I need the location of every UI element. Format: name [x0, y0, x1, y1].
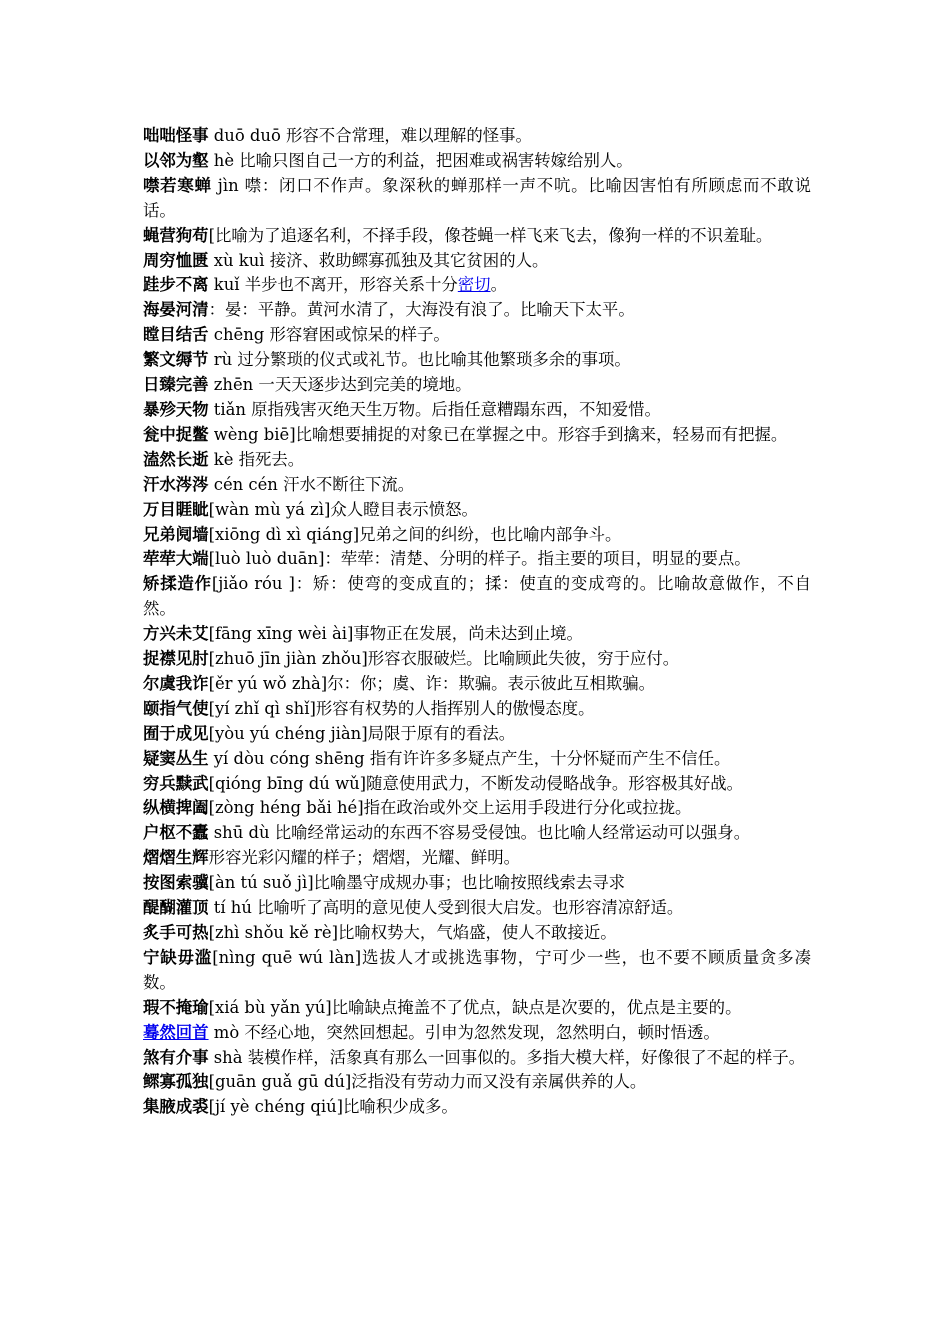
idiom-term: 咄咄怪事: [143, 126, 209, 145]
idiom-definition: wèng biē]比喻想要捕捉的对象已在掌握之中。形容手到擒来，轻易而有把握。: [208, 424, 788, 444]
idiom-term: 按图索骥: [143, 873, 209, 893]
idiom-definition: kè 指死去。: [208, 449, 305, 469]
idiom-definition: [fāng xīng wèi ài]事物正在发展，尚未达到止境。: [208, 624, 583, 644]
idiom-definition: [yòu yú chéng jiàn]局限于原有的看法。: [208, 723, 516, 743]
inline-link[interactable]: 密切: [457, 275, 491, 295]
idiom-definition: [guān guǎ gū dú]泛指没有劳动力而又没有亲属供养的人。: [208, 1072, 647, 1092]
idiom-definition: duō duō 形容不合常理，难以理解的怪事。: [208, 126, 532, 145]
idiom-definition: rù 过分繁琐的仪式或礼节。也比喻其他繁琐多余的事项。: [208, 350, 631, 370]
idiom-entry: [143, 946, 811, 996]
idiom-entry: [143, 672, 811, 697]
idiom-term: 纵横捭阖: [143, 798, 209, 818]
idiom-term: 暴殄天物: [143, 399, 209, 419]
idiom-definition: [zhì shǒu kě rè]比喻权势大，气焰盛，使人不敢接近。: [208, 923, 617, 942]
idiom-definition: [xiá bù yǎn yú]比喻缺点掩盖不了优点，缺点是次要的，优点是主要的。: [208, 997, 742, 1017]
idiom-term: 海晏河清: [143, 300, 209, 320]
idiom-entry: [143, 1070, 811, 1095]
idiom-entry: [143, 373, 811, 398]
idiom-definition: [àn tú suǒ jì]比喻墨守成规办事；也比喻按照线索去寻求: [208, 873, 626, 893]
idiom-entry: [143, 423, 811, 448]
idiom-definition: zhēn 一天天逐步达到完美的境地。: [208, 375, 472, 395]
idiom-term: 噤若寒蝉: [143, 175, 212, 195]
idiom-term: 熠熠生辉: [143, 848, 209, 868]
idiom-entry: [143, 323, 811, 348]
idiom-entry: [143, 1046, 811, 1071]
idiom-definition: [qióng bīng dú wǔ]随意使用武力，不断发动侵略战争。形容极其好战。: [208, 773, 744, 793]
idiom-term: 户枢不蠹: [143, 823, 209, 843]
idiom-definition: [zhuō jīn jiàn zhǒu]形容衣服破烂。比喻顾此失彼，穷于应付。: [208, 649, 680, 669]
idiom-entry: [143, 722, 811, 747]
idiom-entry: [143, 821, 811, 846]
idiom-definition: yí dòu cóng shēng 指有许许多多疑点产生，十分怀疑而产生不信任。: [208, 748, 731, 768]
idiom-definition: jìn 噤：闭口不作声。象深秋的蝉那样一声不吭。比喻因害怕有所顾虑而不敢说话。: [143, 175, 811, 220]
idiom-term: 瑕不掩瑜: [143, 997, 209, 1017]
idiom-entry: [143, 547, 811, 572]
idiom-term: 瓮中捉鳖: [143, 424, 209, 444]
idiom-term: 溘然长逝: [143, 449, 209, 469]
idiom-term: 尔虞我诈: [143, 673, 209, 693]
idiom-entry: [143, 398, 811, 423]
idiom-entry: [143, 448, 811, 473]
idiom-definition: hè 比喻只图自己一方的利益，把困难或祸害转嫁给别人。: [208, 150, 633, 170]
idiom-term: 周穷恤匮: [143, 250, 209, 270]
idiom-term: 疑窦丛生: [143, 748, 209, 768]
idiom-entry: [143, 747, 811, 772]
idiom-term: 颐指气使: [143, 698, 209, 718]
idiom-entry: [143, 796, 811, 821]
idiom-term: 万目睚眦: [143, 499, 209, 519]
idiom-definition: shà 装模作样，活象真有那么一回事似的。多指大模大样，好像很了不起的样子。: [208, 1047, 806, 1067]
idiom-definition: shū dù 比喻经常运动的东西不容易受侵蚀。也比喻人经常运动可以强身。: [208, 823, 751, 843]
idiom-definition: [xiōng dì xì qiáng]兄弟之间的纠纷，也比喻内部争斗。: [208, 524, 622, 544]
idiom-term: 汗水涔涔: [143, 474, 209, 494]
idiom-definition: xù kuì 接济、救助鳏寡孤独及其它贫困的人。: [208, 250, 549, 270]
idiom-entry: [143, 273, 811, 298]
idiom-definition: chēng 形容窘困或惊呆的样子。: [208, 325, 450, 345]
idiom-term: 矫揉造作: [143, 574, 212, 594]
idiom-term: 鳏寡孤独: [143, 1072, 209, 1092]
idiom-definition-tail: 。: [490, 275, 507, 295]
idiom-term: 兄弟阋墙: [143, 524, 209, 544]
idiom-definition: [jí yè chéng qiú]比喻积少成多。: [208, 1097, 458, 1117]
idiom-entry: [143, 348, 811, 373]
idiom-definition: [zòng héng bǎi hé]指在政治或外交上运用手段进行分化或拉拢。: [208, 798, 692, 818]
idiom-definition: tí hú 比喻听了高明的意见使人受到很大启发。也形容清凉舒适。: [208, 898, 684, 918]
idiom-definition: [yí zhǐ qì shǐ]形容有权势的人指挥别人的傲慢态度。: [208, 698, 595, 718]
idiom-entry: [143, 124, 811, 149]
idiom-definition: [wàn mù yá zì]众人瞪目表示愤怒。: [208, 499, 478, 519]
idiom-entry: [143, 572, 811, 622]
idiom-term: 方兴未艾: [143, 624, 209, 644]
idiom-entry: [143, 1021, 811, 1046]
idiom-definition: cén cén 汗水不断往下流。: [208, 474, 415, 494]
idiom-entry: [143, 996, 811, 1021]
idiom-term: 醍醐灌顶: [143, 898, 209, 918]
idiom-term: 炙手可热: [143, 923, 209, 942]
idiom-definition: [nìng quē wú làn]选拔人才或挑选事物，宁可少一些，也不要不顾质量贪多凑数。: [143, 947, 812, 992]
idiom-definition: [比喻为了追逐名利，不择手段，像苍蝇一样飞来飞去，像狗一样的不识羞耻。: [208, 225, 773, 245]
idiom-term: 集腋成裘: [143, 1097, 209, 1117]
idiom-entry: [143, 249, 811, 274]
idiom-term: 瞠目结舌: [143, 325, 209, 345]
document-body: [143, 124, 811, 1120]
idiom-term: 繁文缛节: [143, 350, 209, 370]
idiom-definition: 形容光彩闪耀的样子；熠熠，光耀、鲜明。: [208, 848, 520, 868]
idiom-entry: [143, 298, 811, 323]
idiom-entry: [143, 622, 811, 647]
idiom-definition: [ěr yú wǒ zhà]尔：你；虞、诈：欺骗。表示彼此互相欺骗。: [208, 673, 656, 693]
idiom-definition: tiǎn 原指残害灭绝天生万物。后指任意糟蹋东西，不知爱惜。: [208, 399, 661, 419]
idiom-entry: [143, 647, 811, 672]
idiom-term: 以邻为壑: [143, 150, 209, 170]
idiom-term-link[interactable]: 蓦然回首: [143, 1022, 209, 1042]
idiom-term: 穷兵黩武: [143, 773, 209, 793]
idiom-term: 跬步不离: [143, 275, 209, 295]
idiom-entry: [143, 846, 811, 871]
idiom-term: 煞有介事: [143, 1047, 209, 1067]
idiom-entry: [143, 896, 811, 921]
idiom-entry: [143, 473, 811, 498]
idiom-term: 荦荦大端: [143, 549, 209, 569]
idiom-entry: [143, 697, 811, 722]
idiom-entry: [143, 1095, 811, 1120]
idiom-definition: kuǐ 半步也不离开，形容关系十分: [208, 275, 458, 295]
idiom-definition: [jiǎo róu ]：矫：使弯的变成直的；揉：使直的变成弯的。比喻故意做作，不自然。: [143, 574, 812, 619]
idiom-entry: [143, 498, 811, 523]
idiom-entry: [143, 523, 811, 548]
idiom-entry: [143, 174, 811, 224]
idiom-term: 蝇营狗苟: [143, 225, 209, 245]
idiom-entry: [143, 224, 811, 249]
idiom-definition: mò 不经心地，突然回想起。引申为忽然发现，忽然明白，顿时悟透。: [208, 1022, 720, 1042]
idiom-definition: [luò luò duān]：荦荦：清楚、分明的样子。指主要的项目，明显的要点。: [208, 549, 751, 569]
idiom-term: 囿于成见: [143, 723, 209, 743]
idiom-entry: [143, 921, 811, 946]
idiom-entry: [143, 871, 811, 896]
idiom-entry: [143, 772, 811, 797]
idiom-term: 捉襟见肘: [143, 649, 209, 669]
idiom-term: 宁缺毋滥: [143, 947, 213, 967]
idiom-term: 日臻完善: [143, 375, 209, 395]
idiom-entry: [143, 149, 811, 174]
idiom-definition: ：晏：平静。黄河水清了，大海没有浪了。比喻天下太平。: [208, 300, 635, 320]
